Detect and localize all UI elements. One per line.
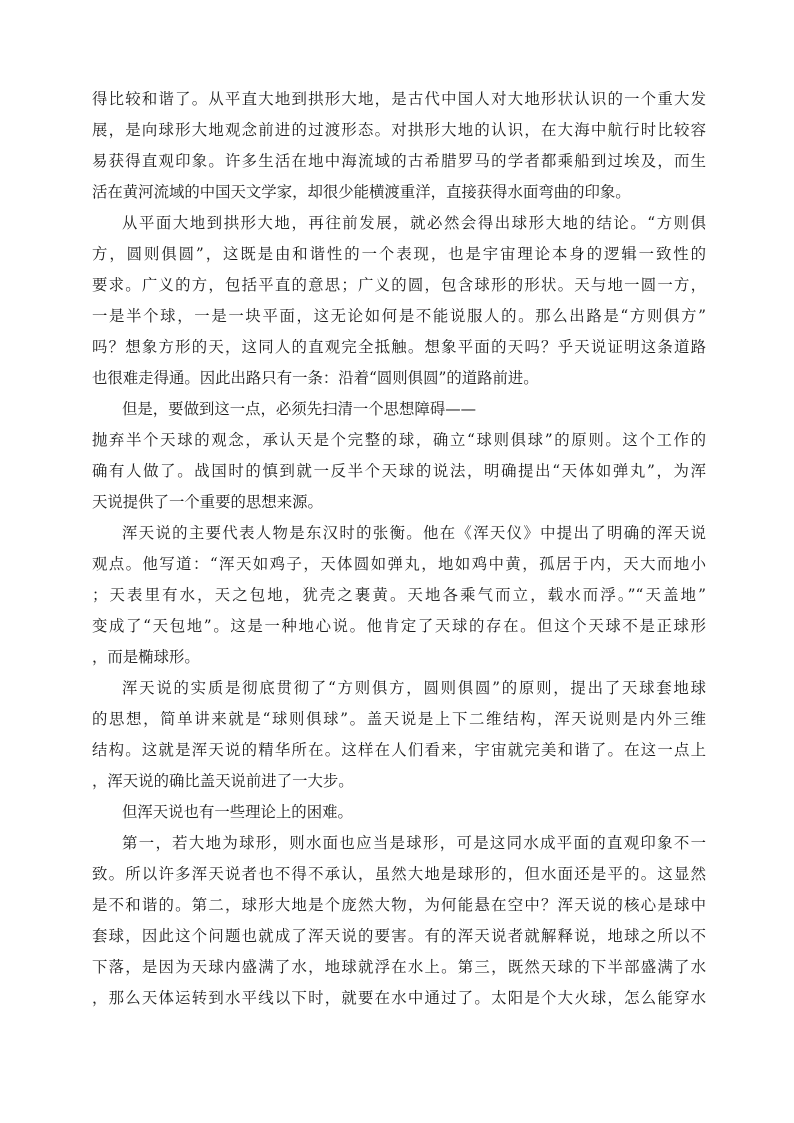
text-line: 结构。这就是浑天说的精华所在。这样在人们看来，宇宙就完美和谐了。在这一点上 — [92, 741, 706, 759]
document-body — [92, 84, 706, 1014]
text-line: 但是，要做到这一点，必须先扫清一个思想障碍—— — [122, 400, 476, 418]
text-line: 从平面大地到拱形大地，再往前发展，就必然会得出球形大地的结论。“方则俱 — [122, 214, 706, 232]
text-line: ；天表里有水，天之包地，犹壳之裹黄。天地各乘气而立，载水而浮。”“天盖地” — [92, 586, 706, 604]
text-line: 也很难走得通。因此出路只有一条：沿着“圆则俱圆”的道路前进。 — [92, 369, 539, 387]
text-line: 致。所以许多浑天说者也不得不承认，虽然大地是球形的，但水面还是平的。这显然 — [92, 865, 706, 883]
text-line: 变成了“天包地”。这是一种地心说。他肯定了天球的存在。但这个天球不是正球形 — [92, 617, 706, 635]
text-line: 浑天说的实质是彻底贯彻了“方则俱方，圆则俱圆”的原则，提出了天球套地球 — [122, 679, 706, 697]
text-line: 观点。他写道：“浑天如鸡子，天体圆如弹丸，地如鸡中黄，孤居于内，天大而地小 — [92, 555, 706, 573]
text-line: 吗？想象方形的天，这同人的直观完全抵触。想象平面的天吗？乎天说证明这条道路 — [92, 338, 706, 356]
text-line: 天说提供了一个重要的思想来源。 — [92, 493, 323, 511]
text-line: 要求。广义的方，包括平直的意思；广义的圆，包含球形的形状。天与地一圆一方， — [92, 276, 706, 294]
text-line: 下落，是因为天球内盛满了水，地球就浮在水上。第三，既然天球的下半部盛满了水 — [92, 958, 706, 976]
text-line: 第一，若大地为球形，则水面也应当是球形，可是这同水成平面的直观印象不一 — [122, 834, 706, 852]
text-line: 但浑天说也有一些理论上的困难。 — [122, 803, 353, 821]
text-line: ，而是椭球形。 — [92, 648, 200, 666]
text-line: 的思想，简单讲来就是“球则俱球”。盖天说是上下二维结构，浑天说则是内外三维 — [92, 710, 706, 728]
text-line: 确有人做了。战国时的慎到就一反半个天球的说法，明确提出“天体如弹丸”，为浑 — [92, 462, 706, 480]
text-line: ，那么天体运转到水平线以下时，就要在水中通过了。太阳是个大火球，怎么能穿水 — [92, 989, 706, 1007]
text-line: 易获得直观印象。许多生活在地中海流域的古希腊罗马的学者都乘船到过埃及，而生 — [92, 152, 706, 170]
text-line: 展，是向球形大地观念前进的过渡形态。对拱形大地的认识，在大海中航行时比较容 — [92, 121, 706, 139]
text-line: 套球，因此这个问题也就成了浑天说的要害。有的浑天说者就解释说，地球之所以不 — [92, 927, 706, 945]
text-line: 浑天说的主要代表人物是东汉时的张衡。他在《浑天仪》中提出了明确的浑天说 — [122, 524, 706, 542]
text-line: 活在黄河流域的中国天文学家，却很少能横渡重洋，直接获得水面弯曲的印象。 — [92, 183, 631, 201]
text-line: 一是半个球，一是一块平面，这无论如何是不能说服人的。那么出路是“方则俱方” — [92, 307, 706, 325]
text-line: 方，圆则俱圆”，这既是由和谐性的一个表现，也是宇宙理论本身的逻辑一致性的 — [92, 245, 706, 263]
text-line: ，浑天说的确比盖天说前进了一大步。 — [92, 772, 354, 790]
text-line: 得比较和谐了。从平直大地到拱形大地，是古代中国人对大地形状认识的一个重大发 — [92, 90, 706, 108]
text-line: 是不和谐的。第二，球形大地是个庞然大物，为何能悬在空中？浑天说的核心是球中 — [92, 896, 706, 914]
text-line: 抛弃半个天球的观念，承认天是个完整的球，确立“球则俱球”的原则。这个工作的 — [92, 431, 706, 449]
